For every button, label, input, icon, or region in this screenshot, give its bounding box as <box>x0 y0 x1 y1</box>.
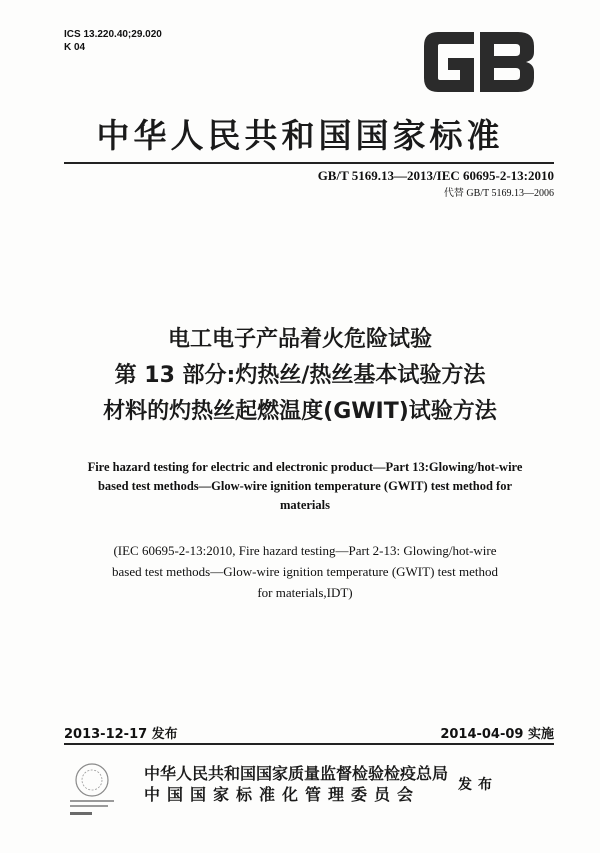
anti-counterfeit-stamp-icon <box>64 758 120 822</box>
ics-code: ICS 13.220.40;29.020 <box>64 29 162 40</box>
chinese-title <box>0 322 600 430</box>
english-title-line-3: materials <box>280 498 330 512</box>
ccs-code: K 04 <box>64 42 86 53</box>
equivalence-line-2: based test methods—Glow-wire ignition temperature (GWIT) test method <box>112 564 498 579</box>
equivalence-line-3: for materials,IDT) <box>257 585 353 600</box>
issue-date: 2013-12-17 发布 <box>64 727 178 742</box>
publish-label: 发布 <box>458 777 498 793</box>
gb-logo-g <box>424 32 474 92</box>
footer-divider <box>64 743 554 745</box>
classification-block <box>64 28 162 54</box>
gb-logo-b <box>480 32 534 92</box>
implementation-date: 2014-04-09 实施 <box>440 727 554 742</box>
equivalence-line-1: (IEC 60695-2-13:2010, Fire hazard testing—Part 2-13: Glowing/hot-wire <box>113 543 497 558</box>
english-title <box>60 458 550 515</box>
issuer-sac: 中国国家标准化管理委员会 <box>144 785 421 804</box>
equivalence-statement <box>60 540 550 603</box>
chinese-title-line-2: 第 13 部分:灼热丝/热丝基本试验方法 <box>114 363 486 388</box>
english-title-line-2: based test methods—Glow-wire ignition temperature (GWIT) test method for <box>97 479 513 493</box>
issuer-aqsiq: 中华人民共和国国家质量监督检验检疫总局 <box>144 764 449 783</box>
standard-number: GB/T 5169.13—2013/IEC 60695-2-13:2010 <box>317 168 554 183</box>
gb-logo <box>418 24 540 100</box>
english-title-line-1: Fire hazard testing for electric and electronic product—Part 13:Glowing/hot-wire <box>87 460 523 474</box>
chinese-title-line-1: 电工电子产品着火危险试验 <box>167 327 432 352</box>
issuing-authorities <box>144 763 448 805</box>
replaces-note: 代替 GB/T 5169.13—2006 <box>443 188 554 199</box>
chinese-title-line-3: 材料的灼热丝起燃温度(GWIT)试验方法 <box>103 399 497 424</box>
header-divider <box>64 162 554 164</box>
national-standard-heading: 中华人民共和国国家标准 <box>96 116 504 155</box>
